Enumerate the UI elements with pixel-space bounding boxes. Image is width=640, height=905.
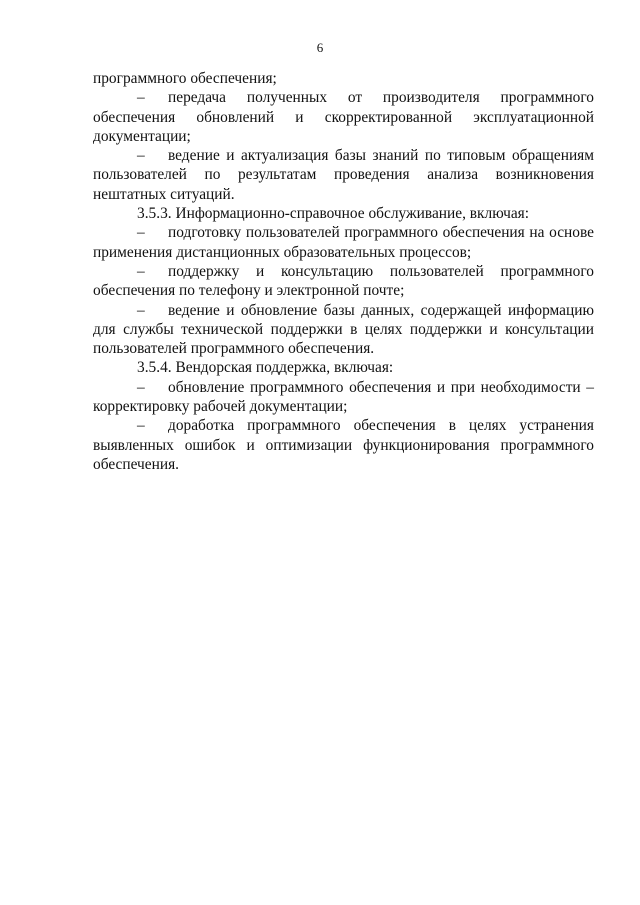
page-number: 6 [316, 40, 324, 55]
list-item-text: подготовку пользователей программного обеспечения на основе применения дистанционных образовательных процессов; [93, 224, 594, 261]
list-item-text: ведение и актуализация базы знаний по типовым обращениям пользователей по результатам проведения анализа возникновения нештатных ситуаций. [93, 147, 594, 203]
section-heading-text: 3.5.4. Вендорская поддержка, включая: [137, 359, 394, 377]
section-heading-3-5-4 [93, 358, 594, 377]
dash-marker: – [137, 417, 145, 435]
dash-marker: – [137, 147, 145, 165]
paragraph-continuation [93, 69, 594, 88]
document-body [93, 69, 594, 474]
list-item-text: доработка программного обеспечения в целях устранения выявленных ошибок и оптимизации функционирования программного обеспечения. [93, 417, 594, 473]
list-item [93, 223, 594, 262]
list-item [93, 146, 594, 204]
dash-marker: – [137, 89, 145, 107]
list-item-text: обновление программного обеспечения и при необходимости – корректировку рабочей документации; [93, 378, 594, 416]
section-heading-3-5-3 [93, 204, 594, 223]
list-item [93, 88, 594, 146]
section-heading-text: 3.5.3. Информационно-справочное обслуживание, включая: [137, 205, 530, 223]
list-item [93, 301, 594, 359]
dash-marker: – [137, 301, 145, 319]
dash-marker: – [137, 224, 145, 242]
dash-marker: – [137, 262, 145, 280]
list-item [93, 378, 594, 417]
list-item-text: поддержку и консультацию пользователей программного обеспечения по телефону и электронной почте; [93, 262, 594, 300]
dash-marker: – [137, 378, 145, 396]
list-item-text: передача полученных от производителя программного обеспечения обновлений и скорректированной эксплуатационной документации; [93, 89, 594, 145]
list-item [93, 262, 594, 301]
paragraph-text: программного обеспечения; [93, 70, 277, 87]
list-item-text: ведение и обновление базы данных, содержащей информацию для службы технической поддержки в целях поддержки и консультации пользователей программного обеспечения. [93, 301, 594, 358]
list-item [93, 416, 594, 474]
